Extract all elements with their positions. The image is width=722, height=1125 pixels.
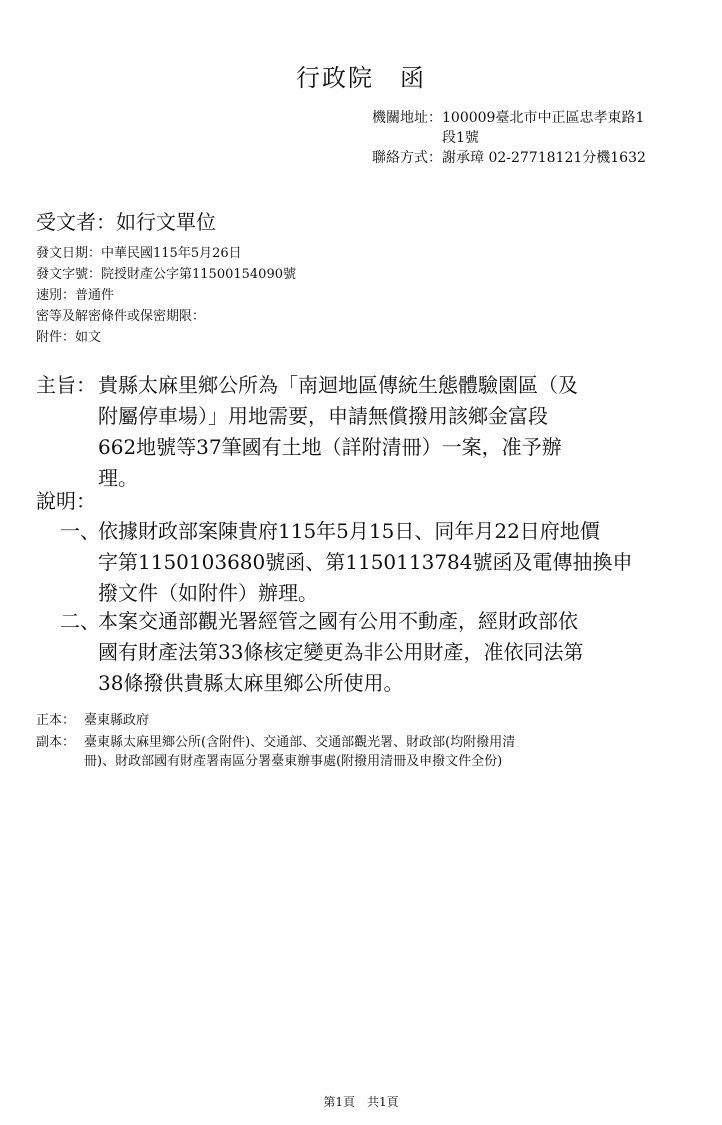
document-title: 行政院 函 <box>296 64 426 92</box>
copy-recipients-line: 臺東縣太麻里鄉公所(含附件)、交通部、交通部觀光署、財政部(均附撥用清 <box>84 735 516 750</box>
subject-line: 662地號等37筆國有土地（詳附清冊）一案，准予辦 <box>98 435 562 459</box>
subject-line: 理。 <box>98 466 138 490</box>
original-label: 正本： <box>36 713 76 728</box>
copy-label: 副本： <box>36 735 76 750</box>
address-line-2: 段1號 <box>442 130 479 146</box>
explanation-item-number: 一、 <box>60 519 100 543</box>
recipient: 受文者：如行文單位 <box>36 210 216 234</box>
original-recipient: 臺東縣政府 <box>84 713 150 728</box>
secrecy-level: 密等及解密條件或保密期限： <box>36 309 206 324</box>
explanation-line: 字第1150103680號函、第1150113784號函及電傳抽換申 <box>98 550 633 574</box>
page-number: 第1頁 共1頁 <box>323 1095 399 1109</box>
explanation-line: 依據財政部案陳貴府115年5月15日、同年月22日府地價 <box>98 519 600 543</box>
attachment: 附件：如文 <box>36 330 102 345</box>
document-number: 發文字號：院授財產公字第11500154090號 <box>36 267 296 282</box>
explanation-line: 撥文件（如附件）辦理。 <box>98 581 318 605</box>
copy-recipients-line: 冊)、財政部國有財產署南區分署臺東辦事處(附撥用清冊及申撥文件全份) <box>84 754 503 769</box>
subject-line: 貴縣太麻里鄉公所為「南迴地區傳統生態體驗園區（及 <box>98 373 578 397</box>
subject-label: 主旨： <box>36 373 96 397</box>
subject-line: 附屬停車場）」用地需要，申請無償撥用該鄉金富段 <box>98 404 548 428</box>
explanation-line: 國有財產法第33條核定變更為非公用財產，准依同法第 <box>98 640 584 664</box>
issue-date: 發文日期：中華民國115年5月26日 <box>36 246 242 261</box>
contact-label: 聯絡方式： <box>372 150 442 166</box>
explanation-item-number: 二、 <box>60 609 100 633</box>
delivery-speed: 速別：普通件 <box>36 288 115 303</box>
address-line-1: 100009臺北市中正區忠孝東路1 <box>442 110 645 126</box>
explanation-line: 本案交通部觀光署經管之國有公用不動產，經財政部依 <box>98 609 578 633</box>
address-label: 機關地址： <box>372 110 442 126</box>
explanation-label: 說明： <box>36 489 96 513</box>
explanation-line: 38條撥供貴縣太麻里鄉公所使用。 <box>98 671 404 695</box>
contact-info: 謝承璋 02-27718121分機1632 <box>442 150 646 166</box>
